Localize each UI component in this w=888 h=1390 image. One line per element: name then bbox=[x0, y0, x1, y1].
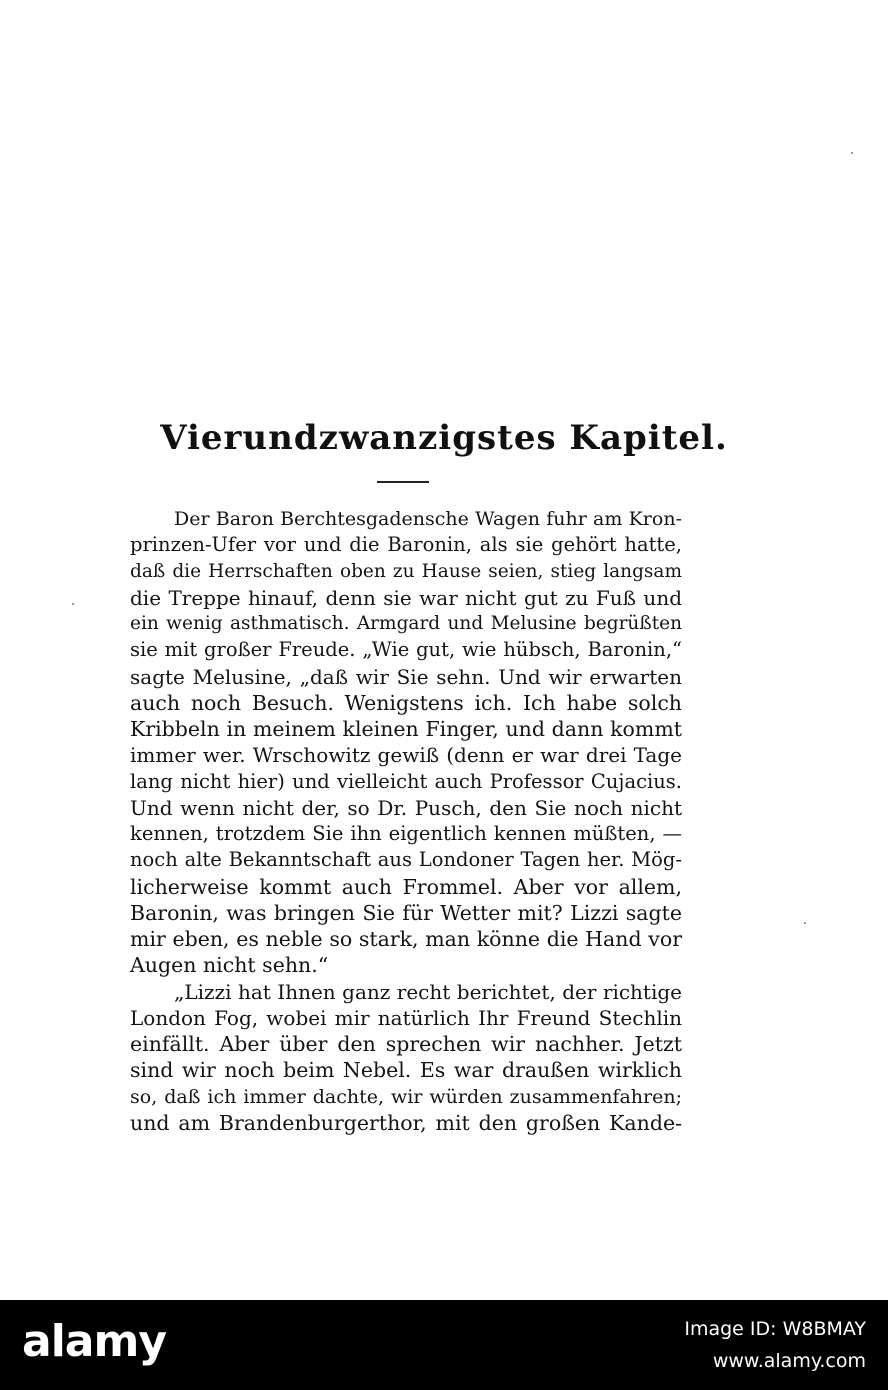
text-line: ein wenig asthmatisch. Armgard und Melusine begrüßten bbox=[130, 613, 682, 634]
text-line: so, daß ich immer dachte, wir würden zusammenfahren; bbox=[130, 1085, 682, 1108]
paragraph-1 bbox=[130, 506, 682, 979]
text-line: sind wir noch beim Nebel. Es war draußen wirklich bbox=[130, 1058, 682, 1083]
text-line: Der Baron Berchtesgadensche Wagen fuhr am Kron- bbox=[174, 508, 682, 530]
text-line: einfällt. Aber über den sprechen wir nachher. Jetzt bbox=[130, 1032, 682, 1056]
scan-speck bbox=[851, 152, 853, 154]
text-line: licherweise kommt auch Frommel. Aber vor allem, bbox=[130, 874, 682, 899]
text-line: und am Brandenburgerthor, mit den großen Kande- bbox=[130, 1110, 682, 1135]
text-line: Und wenn nicht der, so Dr. Pusch, den Sie noch nicht bbox=[130, 795, 682, 820]
text-line: prinzen-Ufer vor und die Baronin, als sie gehört hatte, bbox=[130, 533, 682, 557]
text-line: London Fog, wobei mir natürlich Ihr Freund Stechlin bbox=[130, 1005, 682, 1030]
text-line: mir eben, es neble so stark, man könne die Hand vor bbox=[130, 927, 682, 951]
text-line: die Treppe hinauf, denn sie war nicht gut zu Fuß und bbox=[130, 585, 682, 610]
title-divider bbox=[377, 481, 429, 483]
text-line: Kribbeln in meinem kleinen Finger, und dann kommt bbox=[130, 717, 682, 741]
paragraph-2 bbox=[130, 979, 682, 1137]
text-line: sie mit großer Freude. „Wie gut, wie hübsch, Baronin,“ bbox=[130, 638, 682, 662]
scan-speck bbox=[804, 922, 806, 924]
text-line: immer wer. Wrschowitz gewiß (denn er war drei Tage bbox=[130, 743, 682, 768]
watermark-brand: alamy bbox=[22, 1316, 166, 1367]
text-line: Augen nicht sehn.“ bbox=[130, 953, 329, 978]
text-line: noch alte Bekanntschaft aus Londoner Tagen her. Mög- bbox=[130, 848, 682, 872]
text-line: daß die Herrschaften oben zu Hause seien, stieg langsam bbox=[130, 560, 682, 582]
text-line: lang nicht hier) und vielleicht auch Professor Cujacius. bbox=[130, 769, 682, 793]
text-line: Baronin, was bringen Sie für Wetter mit? Lizzi sagte bbox=[130, 900, 682, 925]
text-line: kennen, trotzdem Sie ihn eigentlich kennen müßten, — bbox=[130, 822, 682, 845]
chapter-title: Vierundzwanzigstes Kapitel. bbox=[160, 418, 728, 458]
scan-speck bbox=[72, 603, 74, 605]
watermark-image-id: Image ID: W8BMAY bbox=[684, 1318, 866, 1340]
watermark-url: www.alamy.com bbox=[712, 1350, 866, 1372]
text-line: sagte Melusine, „daß wir Sie sehn. Und wir erwarten bbox=[130, 664, 682, 689]
text-line: auch noch Besuch. Wenigstens ich. Ich habe solch bbox=[130, 690, 682, 715]
chapter-body bbox=[130, 506, 682, 1136]
text-line: „Lizzi hat Ihnen ganz recht berichtet, der richtige bbox=[174, 979, 682, 1004]
